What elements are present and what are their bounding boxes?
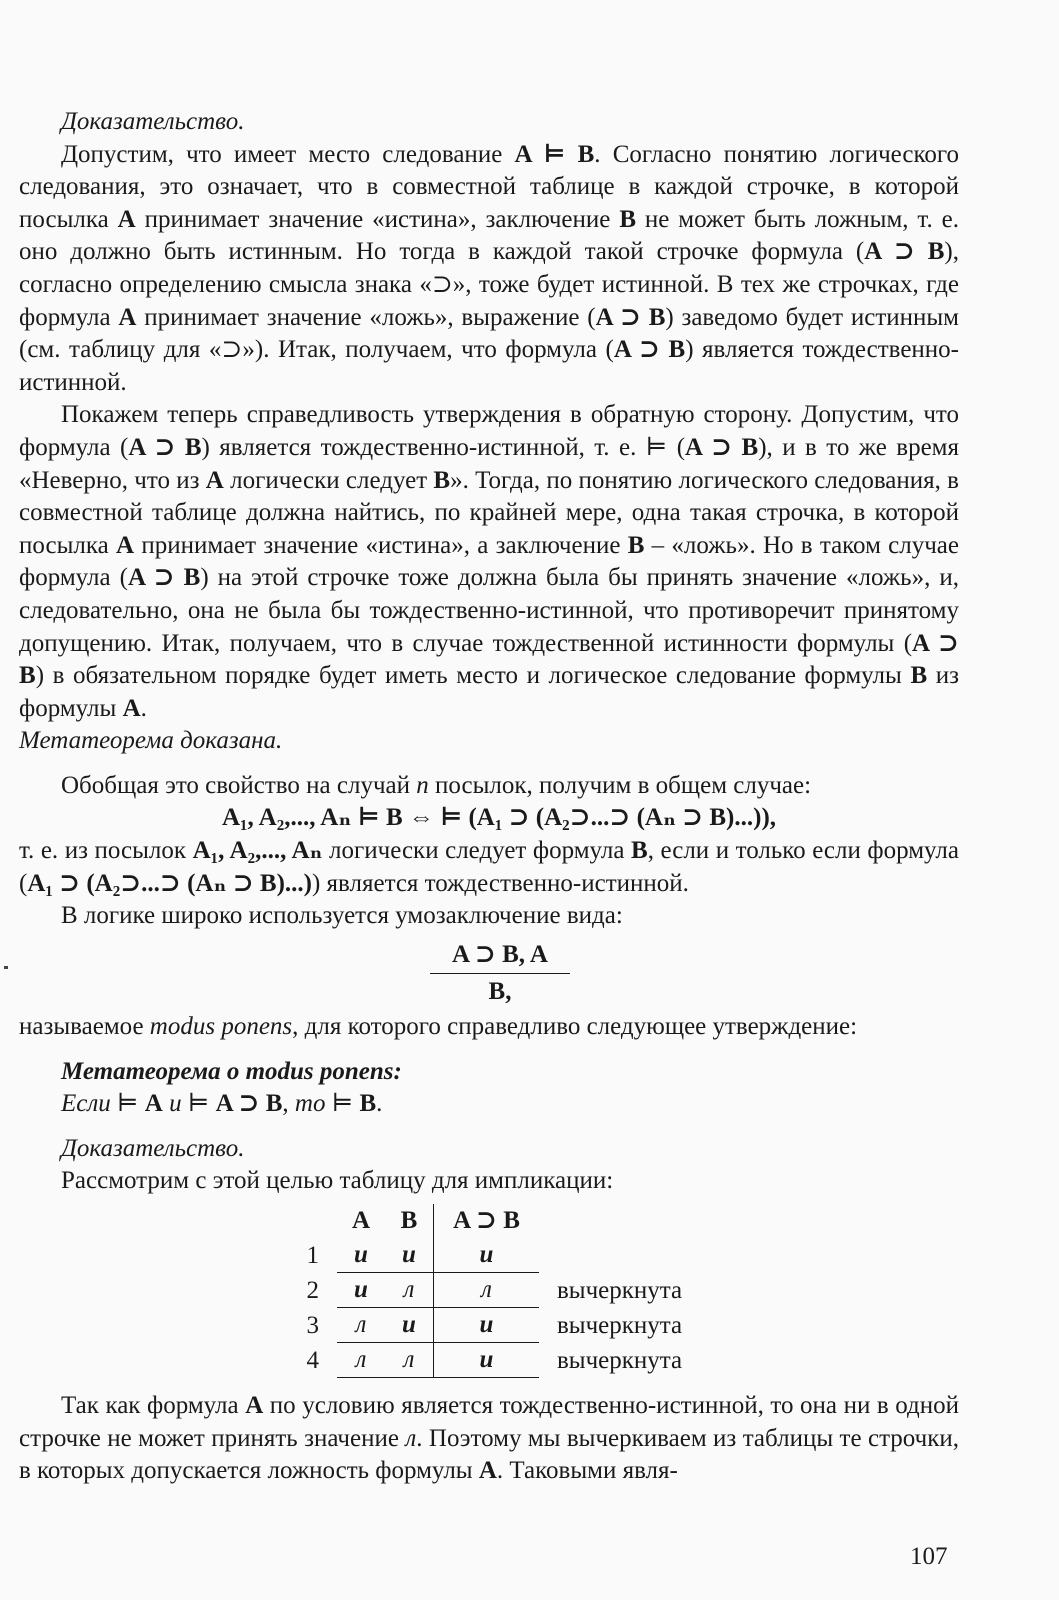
cell-a: л	[337, 1308, 385, 1343]
page-content	[19, 106, 959, 1488]
cell-b: л	[385, 1343, 434, 1378]
generalization-explain: т. е. из посылок A₁, A₂,..., Aₙ логически следует формула B, если и только если формула (A₁ ⊃ (A₂⊃...⊃ (Aₙ ⊃ B)...)) является тождественно-истинной.	[19, 837, 960, 897]
header-a-implies-b: A ⊃ B	[453, 1207, 520, 1235]
row-number: 2	[306, 1276, 319, 1304]
row-number: 4	[306, 1346, 319, 1374]
cell-a: л	[337, 1343, 385, 1378]
metatheorem-statement: Если ⊨ A и ⊨ A ⊃ B, то ⊨ B.	[61, 1090, 383, 1118]
row-note: вычеркнута	[557, 1346, 683, 1374]
cell-b: и	[385, 1308, 434, 1343]
header-b: B	[385, 1204, 434, 1238]
metatheorem-title: Метатеорема о modus ponens:	[61, 1057, 402, 1085]
cell-implication: и	[434, 1308, 540, 1343]
generalization-intro: Обобщая это свойство на случай n посылок, получим в общем случае:	[61, 771, 812, 799]
cell-implication: и	[434, 1238, 540, 1273]
table-row	[281, 1238, 682, 1273]
header-a: A	[351, 1207, 371, 1235]
proof-conclusion: Метатеорема доказана.	[19, 727, 283, 755]
proof-heading: Доказательство.	[61, 108, 245, 135]
cell-a: и	[337, 1273, 385, 1308]
row-number: 1	[306, 1241, 319, 1269]
row-note	[539, 1238, 682, 1273]
final-paragraph: Так как формула A по условию является тождественно-истинной, то она ни в одной строчке не может принять значение л. Поэтому мы вычеркиваем из таблицы те строчки, в которых допускается ложность формулы A. Таковыми явля-	[19, 1392, 960, 1485]
proof-paragraph-1: Допустим, что имеет место следование A ⊨ B. Согласно понятию логического следования, это означает, что в совместной таблице в каждой строчке, в которой посылка A принимает значение «истина», заключение B не может быть ложным, т. е. оно должно быть истинным. Но тогда в каждой такой строчке формула (A ⊃ B), согласно определению смысла знака «⊃», тоже будет истинной. В тех же строчках, где формула A принимает значение «ложь», выражение (A ⊃ B) заведомо будет истинным (см. таблицу для «⊃»). Итак, получаем, что формула (A ⊃ B) является тождественно-истинной.	[19, 140, 960, 396]
row-note: вычеркнута	[557, 1311, 683, 1339]
inference-conclusion: B,	[488, 978, 512, 1006]
table-header-row	[281, 1204, 682, 1238]
inference-premise: A ⊃ B, A	[430, 939, 570, 975]
cell-implication: и	[434, 1343, 540, 1378]
cell-a: и	[337, 1238, 385, 1273]
page-number: 107	[910, 1543, 948, 1570]
implication-truth-table	[281, 1204, 682, 1378]
cell-b: л	[385, 1273, 434, 1308]
cell-b: и	[385, 1238, 434, 1273]
cell-implication: л	[434, 1273, 540, 1308]
table-row	[281, 1343, 682, 1378]
inference-rule	[408, 939, 570, 1009]
general-formula: A₁, A₂,..., Aₙ ⊨ B ⇔ ⊨ (A₁ ⊃ (A₂⊃...⊃ (Aₙ ⊃ B)...)),	[221, 804, 777, 832]
row-number: 3	[306, 1311, 319, 1339]
table-row	[281, 1308, 682, 1343]
inference-intro: В логике широко используется умозаключение вида:	[61, 902, 623, 930]
modus-ponens-line: называемое modus ponens, для которого справедливо следующее утверждение:	[19, 1013, 858, 1041]
proof2-heading: Доказательство.	[61, 1134, 245, 1162]
proof-paragraph-2: Покажем теперь справедливость утверждения в обратную сторону. Допустим, что формула (A ⊃ B) является тождественно-истинной, т. е. ⊨ (A ⊃ B), и в то же время «Неверно, что из A логически следует B». Тогда, по понятию логического следования, в совместной таблице должна найтись, по крайней мере, одна такая строчка, в которой посылка A принимает значение «истина», а заключение B – «ложь». Но в таком случае формула (A ⊃ B) на этой строчке тоже должна была бы принять значение «ложь», и, следовательно, она не была бы тождественно-истинной, что противоречит принятому допущению. Итак, получаем, что в случае тождественной истинности формулы (A ⊃ B) в обязательном порядке будет иметь место и логическое следование формулы B из формулы A.	[19, 401, 960, 722]
proof2-intro: Рассмотрим с этой целью таблицу для импликации:	[61, 1167, 614, 1195]
scan-speck	[4, 966, 8, 969]
row-note: вычеркнута	[557, 1276, 683, 1304]
table-row	[281, 1273, 682, 1308]
